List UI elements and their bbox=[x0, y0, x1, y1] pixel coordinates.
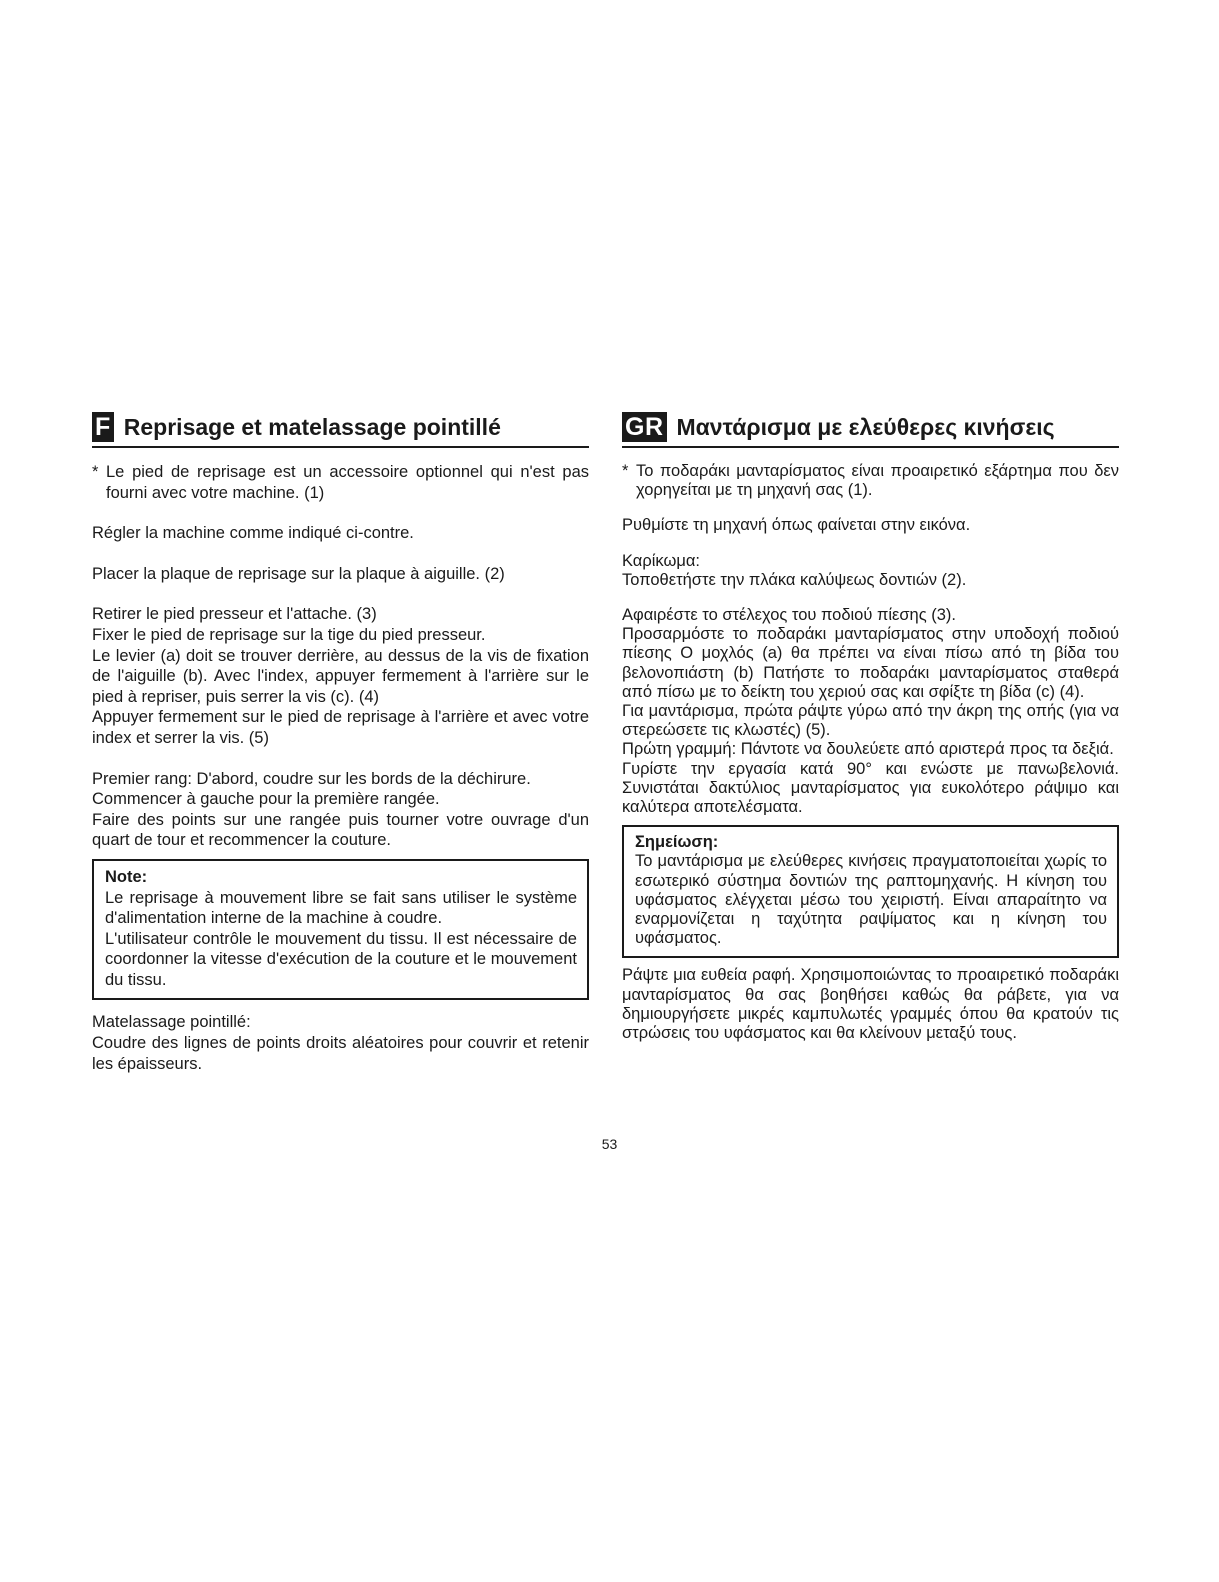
french-text-line: Matelassage pointillé: bbox=[92, 1013, 251, 1032]
greek-note-title: Σημείωση: bbox=[635, 833, 719, 852]
greek-text-line: Τοποθετήστε την πλάκα καλύψεως δοντιών (2). bbox=[622, 570, 967, 589]
greek-paragraph-plate bbox=[622, 552, 1119, 590]
greek-text-line: Πρώτη γραμμή: Πάντοτε να δουλεύετε από αριστερά προς τα δεξιά. bbox=[622, 740, 1114, 759]
french-paragraph-quilting bbox=[92, 1012, 589, 1074]
greek-text-line: Αφαιρέστε το στέλεχος του ποδιού πίεσης (3). bbox=[622, 606, 957, 625]
greek-paragraph-setup: Ρυθμίστε τη μηχανή όπως φαίνεται στην εικόνα. bbox=[622, 516, 971, 535]
page-number: 53 bbox=[601, 1136, 618, 1152]
language-badge-fr: F bbox=[92, 412, 114, 442]
greek-text-line: Για μαντάρισμα, πρώτα ράψτε γύρω από την άκρη της οπής (για να στερεώσετε τις κλωστές) (5). bbox=[622, 702, 1119, 740]
greek-section-header bbox=[622, 410, 1119, 448]
language-badge-gr: GR bbox=[622, 412, 667, 442]
french-text-line: Appuyer fermement sur le pied de reprisage à l'arrière et avec votre index et serrer la vis. (5) bbox=[92, 708, 589, 747]
french-paragraph-foot bbox=[92, 604, 589, 748]
french-note-title: Note: bbox=[105, 867, 148, 886]
greek-accessory-text: Το ποδαράκι μανταρίσματος είναι προαιρετικό εξάρτημα που δεν χορηγείται με τη μηχανή σας (1). bbox=[636, 462, 1119, 500]
greek-text-line: Καρίκωμα: bbox=[622, 551, 700, 570]
french-section-title: Reprisage et matelassage pointillé bbox=[123, 414, 501, 440]
french-paragraph-setup: Régler la machine comme indiqué ci-contre. bbox=[92, 524, 414, 543]
asterisk-mark: * bbox=[622, 462, 629, 480]
greek-text-line: Προσαρμόστε το ποδαράκι μανταρίσματος στην υποδοχή ποδιού πίεσης Ο μοχλός (a) θα πρέπει να είναι πίσω από τη βίδα του βελονοπιάστη (b) Πατήστε το ποδαράκι μανταρίσματος σταθερά από πίσω με το δείκτη του χεριού σας και σφίξτε τη βίδα (c) (4). bbox=[622, 625, 1119, 701]
french-text-line: Commencer à gauche pour la première rangée. bbox=[92, 790, 440, 809]
french-paragraph-rows bbox=[92, 769, 589, 851]
french-text-line: Coudre des lignes de points droits aléatoires pour couvrir et retenir les épaisseurs. bbox=[92, 1034, 589, 1073]
french-accessory-text: Le pied de reprisage est un accessoire optionnel qui n'est pas fourni avec votre machine. (1) bbox=[106, 463, 589, 502]
greek-section bbox=[622, 410, 1119, 1043]
french-text-line: Retirer le pied presseur et l'attache. (3) bbox=[92, 605, 377, 624]
greek-note-box bbox=[622, 825, 1119, 958]
greek-note-line: Το μαντάρισμα με ελεύθερες κινήσεις πραγματοποιείται χωρίς το εσωτερικό σύστημα δοντιών της ραπτομηχανής. Η κίνηση του υφάσματος ελέγχεται μέσω του χειριστή. Είναι απαραίτητο να εναρμονίζεται η ταχύτητα ραψίματος και η κίνηση του υφάσματος. bbox=[635, 852, 1107, 948]
french-text-line: Faire des points sur une rangée puis tourner votre ouvrage d'un quart de tour et recommencer la couture. bbox=[92, 810, 589, 850]
french-accessory-note bbox=[92, 462, 589, 503]
asterisk-mark: * bbox=[92, 463, 99, 481]
greek-accessory-note bbox=[622, 462, 1119, 500]
french-note-line: Le reprisage à mouvement libre se fait sans utiliser le système d'alimentation interne de la machine à coudre. bbox=[105, 888, 577, 928]
greek-section-title: Μαντάρισμα με ελεύθερες κινήσεις bbox=[676, 414, 1055, 440]
french-text-line: Premier rang: D'abord, coudre sur les bords de la déchirure. bbox=[92, 769, 531, 788]
french-section bbox=[92, 410, 589, 1074]
greek-text-line: Γυρίστε την εργασία κατά 90° και ενώστε με πανωβελονιά. Συνιστάται δακτύλιος μανταρίσματος για ευκολότερο ράψιμο και καλύτερα αποτελέσματα. bbox=[622, 759, 1119, 817]
french-text-line: Le levier (a) doit se trouver derrière, au dessus de la vis de fixation de l'aiguille (b). Avec l'index, appuyer fermement à l'arrière sur le pied à repriser, puis serrer la vis (c). (4) bbox=[92, 646, 589, 706]
french-text-line: Fixer le pied de reprisage sur la tige du pied presseur. bbox=[92, 625, 486, 644]
french-note-line: L'utilisateur contrôle le mouvement du tissu. Il est nécessaire de coordonner la vitesse d'exécution de la couture et le mouvement du tissu. bbox=[105, 929, 577, 989]
french-section-header bbox=[92, 410, 589, 448]
greek-paragraph-quilting: Ράψτε μια ευθεία ραφή. Χρησιμοποιώντας το προαιρετικό ποδαράκι μανταρίσματος θα σας βοηθήσει καθώς θα ράβετε, για να δημιουργήσετε μικρές καμπυλωτές γραμμές όπου θα κρατούν τις στρώσεις του υφάσματος και θα κλείνουν μεταξύ τους. bbox=[622, 966, 1119, 1043]
french-note-box bbox=[92, 859, 589, 1001]
greek-paragraph-foot bbox=[622, 606, 1119, 817]
french-paragraph-plate: Placer la plaque de reprisage sur la plaque à aiguille. (2) bbox=[92, 564, 505, 583]
